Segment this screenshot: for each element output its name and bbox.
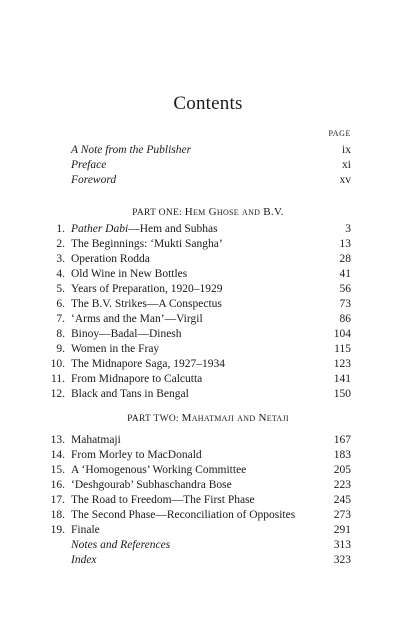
part-two-heading <box>0 412 416 424</box>
chapter-page: 205 <box>333 464 351 476</box>
part-two-label: PART TWO: <box>127 414 179 424</box>
chapter-entry[interactable] <box>50 356 351 372</box>
chapter-page: 73 <box>339 298 351 310</box>
chapter-entry[interactable] <box>50 522 351 538</box>
toc-entry-title: Foreword <box>71 174 117 186</box>
chapter-entry[interactable] <box>50 236 351 252</box>
chapter-title: The Second Phase—Reconciliation of Opposites <box>71 509 296 521</box>
toc-entry-page: xi <box>342 159 351 171</box>
chapter-number: 6. <box>56 298 65 310</box>
chapter-page: 273 <box>333 509 351 521</box>
chapter-page: 223 <box>333 479 351 491</box>
chapter-entry[interactable] <box>50 326 351 342</box>
chapter-page: 13 <box>339 238 351 250</box>
chapter-title: A ‘Homogenous’ Working Committee <box>71 464 247 476</box>
chapter-entry[interactable] <box>50 281 351 297</box>
toc-entry[interactable] <box>50 142 351 158</box>
chapter-entry[interactable] <box>50 507 351 523</box>
chapter-entry[interactable] <box>50 221 351 237</box>
chapter-title: Women in the Fray <box>71 343 160 355</box>
chapter-title: Finale <box>71 524 100 536</box>
chapter-title: The Road to Freedom—The First Phase <box>71 494 255 506</box>
toc-entry-title: Index <box>71 554 97 566</box>
chapter-title: From Morley to MacDonald <box>71 449 202 461</box>
toc-entry-page: 323 <box>333 554 351 566</box>
chapter-title: The Midnapore Saga, 1927–1934 <box>71 358 225 370</box>
chapter-number: 4. <box>56 268 65 280</box>
page-column-header: PAGE <box>328 129 351 138</box>
chapter-number: 8. <box>56 328 65 340</box>
chapter-entry[interactable] <box>50 447 351 463</box>
chapter-number: 9. <box>56 343 65 355</box>
chapter-title: Years of Preparation, 1920–1929 <box>71 283 223 295</box>
chapter-title: Pather Dabi—Hem and Subhas <box>71 223 218 235</box>
chapter-page: 183 <box>333 449 351 461</box>
chapter-number: 17. <box>50 494 65 506</box>
toc-entry-title: A Note from the Publisher <box>71 144 192 156</box>
chapter-number: 2. <box>56 238 65 250</box>
toc-entry[interactable] <box>50 172 351 188</box>
chapter-page: 150 <box>333 388 351 400</box>
chapter-number: 19. <box>50 524 65 536</box>
chapter-number: 5. <box>56 283 65 295</box>
part-one-heading <box>0 206 416 218</box>
chapter-entry[interactable] <box>50 266 351 282</box>
chapter-title: The Beginnings: ‘Mukti Sangha’ <box>71 238 223 250</box>
chapter-entry[interactable] <box>50 492 351 508</box>
chapter-page: 3 <box>345 223 351 235</box>
chapter-title: From Midnapore to Calcutta <box>71 373 203 385</box>
chapter-page: 28 <box>339 253 351 265</box>
part-two-title: Mahatmaji and Netaji <box>181 412 289 424</box>
chapter-page: 245 <box>333 494 351 506</box>
chapter-number: 18. <box>50 509 65 521</box>
chapter-entry[interactable] <box>50 251 351 267</box>
chapter-number: 7. <box>56 313 65 325</box>
chapter-page: 291 <box>333 524 351 536</box>
toc-entry[interactable] <box>50 157 351 173</box>
chapter-number: 12. <box>50 388 65 400</box>
chapter-page: 141 <box>333 373 351 385</box>
part-one-title: Hem Ghose and B.V. <box>184 206 284 218</box>
chapter-entry[interactable] <box>50 477 351 493</box>
chapter-entry[interactable] <box>50 462 351 478</box>
chapter-title: Mahatmaji <box>71 434 121 446</box>
chapter-page: 123 <box>333 358 351 370</box>
chapter-entry[interactable] <box>50 386 351 402</box>
chapter-number: 3. <box>56 253 65 265</box>
toc-entry-title: Preface <box>71 159 107 171</box>
chapter-entry[interactable] <box>50 311 351 327</box>
chapter-title: Operation Rodda <box>71 253 150 265</box>
toc-entry[interactable] <box>50 552 351 568</box>
chapter-number: 11. <box>51 373 65 385</box>
chapter-page: 104 <box>333 328 351 340</box>
chapter-page: 56 <box>339 283 351 295</box>
chapter-number: 13. <box>50 434 65 446</box>
chapter-page: 167 <box>333 434 351 446</box>
toc-entry-title: Notes and References <box>71 539 171 551</box>
chapter-title: Binoy—Badal—Dinesh <box>71 328 182 340</box>
part-one-label: PART ONE: <box>132 208 183 218</box>
chapter-title: Old Wine in New Bottles <box>71 268 188 280</box>
toc-entry[interactable] <box>50 537 351 553</box>
chapter-title: ‘Deshgourab’ Subhaschandra Bose <box>71 479 232 491</box>
chapter-number: 14. <box>50 449 65 461</box>
chapter-title: ‘Arms and the Man’—Virgil <box>71 313 203 325</box>
chapter-entry[interactable] <box>50 432 351 448</box>
chapter-entry[interactable] <box>50 371 351 387</box>
chapter-title: Black and Tans in Bengal <box>71 388 189 400</box>
chapter-number: 16. <box>50 479 65 491</box>
chapter-number: 15. <box>50 464 65 476</box>
chapter-entry[interactable] <box>50 296 351 312</box>
toc-entry-page: 313 <box>333 539 351 551</box>
chapter-entry[interactable] <box>50 341 351 357</box>
chapter-title: The B.V. Strikes—A Conspectus <box>71 298 222 310</box>
chapter-number: 1. <box>56 223 65 235</box>
chapter-page: 86 <box>339 313 351 325</box>
toc-entry-page: xv <box>339 174 351 186</box>
chapter-page: 41 <box>339 268 351 280</box>
toc-entry-page: ix <box>342 144 351 156</box>
chapter-number: 10. <box>50 358 65 370</box>
page-title: Contents <box>173 93 243 114</box>
chapter-page: 115 <box>334 343 351 355</box>
